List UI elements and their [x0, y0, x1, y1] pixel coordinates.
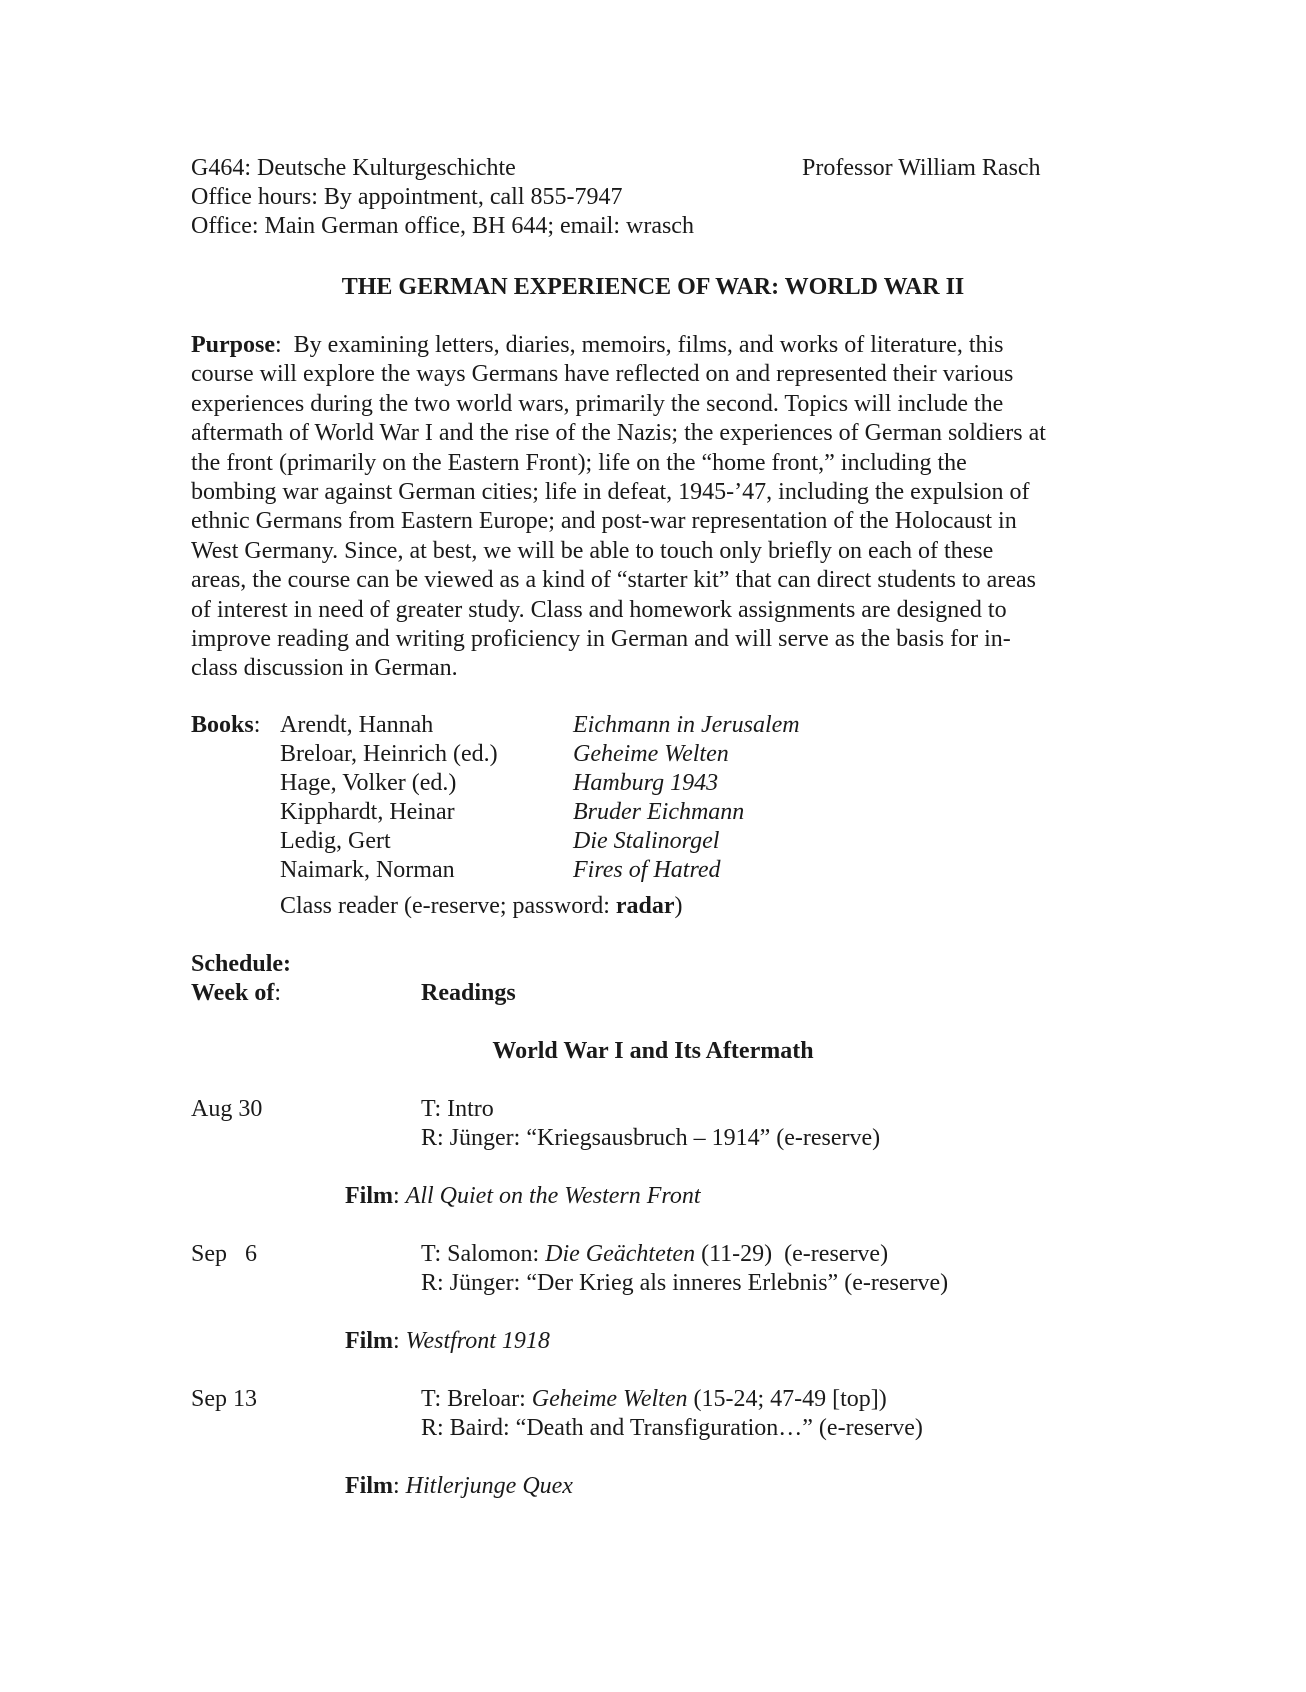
purpose-text-line: class discussion in German. — [191, 655, 458, 682]
text-assignment-title: Geheime Welten — [531, 1386, 688, 1412]
class-reader-suffix: ) — [674, 893, 683, 919]
book-author: Naimark, Norman — [280, 857, 455, 883]
readings-heading: Readings — [421, 980, 516, 1006]
purpose-first-line: Purpose: By examining letters, diaries, memoirs, films, and works of literature, this — [191, 332, 1004, 358]
book-author: Arendt, Hannah — [280, 712, 434, 738]
purpose-text-line: course will explore the ways Germans have reflected on and represented their various — [191, 361, 1014, 388]
book-title: Hamburg 1943 — [573, 770, 719, 796]
book-title: Fires of Hatred — [573, 857, 721, 883]
week-of-label: Week of — [191, 980, 275, 1006]
purpose-text-line: experiences during the two world wars, primarily the second. Topics will include the — [191, 390, 1004, 417]
text-assignment-author: T: Salomon: — [421, 1241, 546, 1267]
purpose-text-line: aftermath of World War I and the rise of the Nazis; the experiences of German soldiers at — [191, 420, 1046, 447]
week-date: Sep 6 — [191, 1241, 257, 1267]
purpose-text-line: improve reading and writing proficiency in German and will serve as the basis for in- — [191, 626, 1011, 653]
book-author: Kipphardt, Heinar — [280, 799, 455, 825]
reading-assignment: R: Baird: “Death and Transfiguration…” (e-reserve) — [421, 1415, 923, 1441]
film-line: Film: All Quiet on the Western Front — [345, 1183, 701, 1209]
document-title: THE GERMAN EXPERIENCE OF WAR: WORLD WAR II — [341, 274, 965, 300]
class-reader-text: Class reader (e-reserve; password: — [280, 893, 616, 919]
book-title: Eichmann in Jerusalem — [573, 712, 800, 738]
reading-assignment: R: Jünger: “Der Krieg als inneres Erlebnis” (e-reserve) — [421, 1270, 949, 1296]
film-title: Hitlerjunge Quex — [405, 1473, 573, 1499]
purpose-paragraph — [191, 331, 1121, 684]
text-assignment-pages: (15-24; 47-49 [top]) — [687, 1386, 887, 1412]
class-reader-line — [280, 892, 683, 921]
film-title: Westfront 1918 — [405, 1328, 550, 1354]
text-assignment — [421, 1385, 887, 1414]
text-assignment: T: Intro — [421, 1096, 494, 1122]
book-author: Breloar, Heinrich (ed.) — [280, 741, 498, 767]
text-assignment-title: Die Geächteten — [545, 1241, 696, 1267]
book-author: Ledig, Gert — [280, 828, 391, 854]
book-title: Die Stalinorgel — [573, 828, 720, 854]
reading-assignment: R: Jünger: “Kriegsausbruch – 1914” (e-reserve) — [421, 1125, 881, 1151]
text-assignment-pages: (11-29) (e-reserve) — [695, 1241, 889, 1267]
film-label: Film — [345, 1328, 393, 1354]
purpose-text-line: the front (primarily on the Eastern Front); life on the “home front,” including the — [191, 449, 967, 476]
purpose-label: Purpose — [191, 332, 275, 358]
office-hours-line: Office hours: By appointment, call 855-7947 — [191, 184, 623, 210]
purpose-text-line: areas, the course can be viewed as a kind of “starter kit” that can direct students to areas — [191, 567, 1036, 594]
book-title: Geheime Welten — [573, 741, 729, 767]
professor-name: Professor William Rasch — [802, 155, 1041, 181]
purpose-text-line: By examining letters, diaries, memoirs, films, and works of literature, this — [293, 332, 1004, 358]
books-heading: Books: — [191, 712, 261, 738]
text-assignment — [421, 1240, 888, 1269]
section-heading: World War I and Its Aftermath — [492, 1038, 814, 1064]
week-date: Sep 13 — [191, 1386, 257, 1412]
reader-password: radar — [615, 893, 675, 919]
book-author: Hage, Volker (ed.) — [280, 770, 457, 796]
week-of-heading: Week of: — [191, 980, 281, 1006]
film-line: Film: Hitlerjunge Quex — [345, 1473, 573, 1499]
week-date: Aug 30 — [191, 1096, 263, 1122]
books-label: Books — [191, 712, 254, 738]
purpose-text-line: of interest in need of greater study. Class and homework assignments are designed to — [191, 596, 1007, 623]
film-label: Film — [345, 1183, 393, 1209]
schedule-label: Schedule — [191, 951, 284, 977]
purpose-text-line: ethnic Germans from Eastern Europe; and post-war representation of the Holocaust in — [191, 508, 1017, 535]
film-title: All Quiet on the Western Front — [405, 1183, 701, 1209]
schedule-heading: Schedule: — [191, 951, 292, 977]
office-line: Office: Main German office, BH 644; email: wrasch — [191, 213, 694, 239]
purpose-text-line: West Germany. Since, at best, we will be able to touch only briefly on each of these — [191, 537, 994, 564]
purpose-text-line: bombing war against German cities; life in defeat, 1945-’47, including the expulsion of — [191, 479, 1030, 506]
text-assignment-author: T: Breloar: — [421, 1386, 532, 1412]
course-code-line: G464: Deutsche Kulturgeschichte — [191, 155, 516, 181]
book-title: Bruder Eichmann — [573, 799, 745, 825]
film-line: Film: Westfront 1918 — [345, 1328, 550, 1354]
film-label: Film — [345, 1473, 393, 1499]
